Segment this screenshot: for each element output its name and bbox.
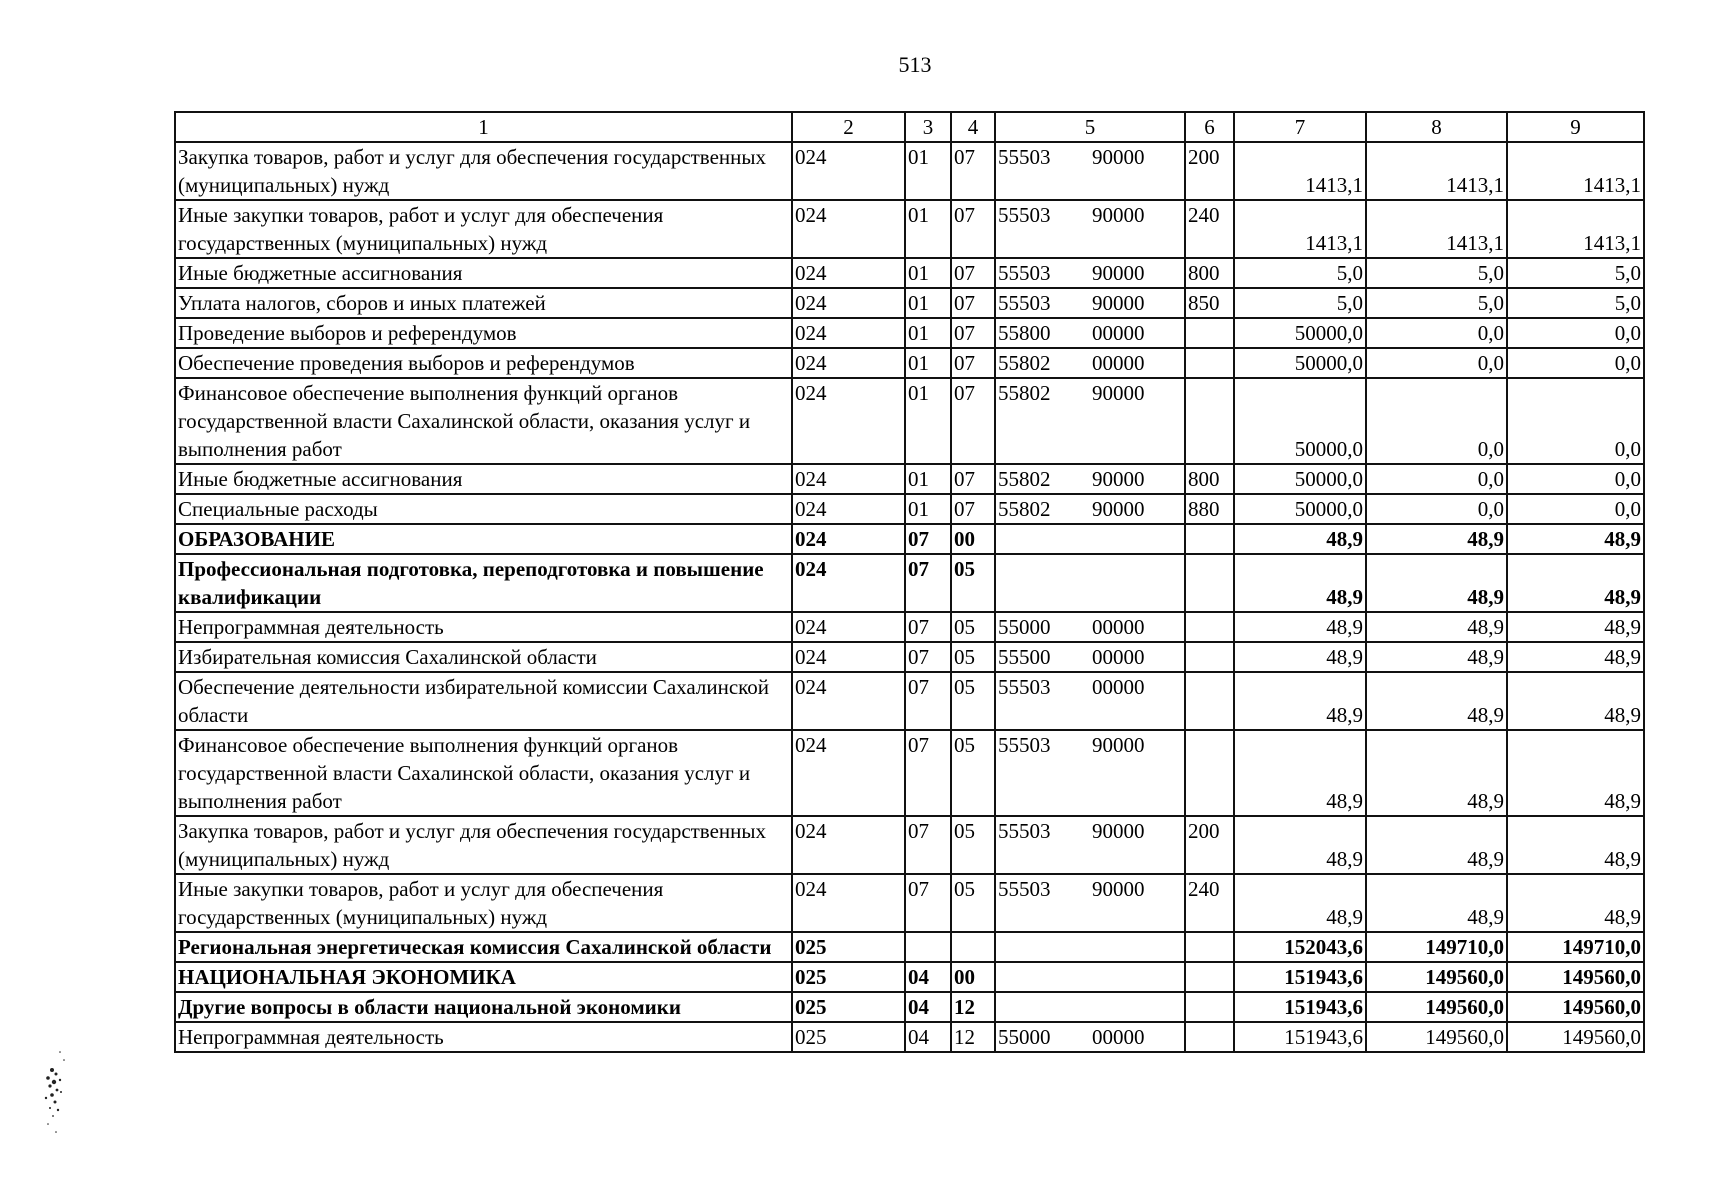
row-name-cell: Закупка товаров, работ и услуг для обеспечения государственных (муниципальных) нужд	[175, 142, 792, 200]
expense-type-cell	[1185, 1022, 1234, 1052]
table-row	[175, 258, 1644, 288]
target-article-code-part2: 90000	[1092, 145, 1145, 169]
row-name-cell: Иные закупки товаров, работ и услуг для обеспечения государственных (муниципальных) нужд	[175, 874, 792, 932]
amount-year3-cell: 0,0	[1507, 494, 1644, 524]
expense-type-cell: 240	[1185, 874, 1234, 932]
table-row	[175, 612, 1644, 642]
table-row	[175, 348, 1644, 378]
table-row	[175, 1022, 1644, 1052]
amount-year1-cell: 5,0	[1234, 288, 1366, 318]
row-name-cell: Специальные расходы	[175, 494, 792, 524]
section-code-cell: 04	[905, 992, 951, 1022]
row-name-cell: Региональная энергетическая комиссия Сахалинской области	[175, 932, 792, 962]
target-article-code-part1: 55800	[998, 321, 1051, 345]
section-code-cell: 01	[905, 142, 951, 200]
amount-year3-cell: 149560,0	[1507, 962, 1644, 992]
row-name-cell: Избирательная комиссия Сахалинской области	[175, 642, 792, 672]
amount-year1-cell: 152043,6	[1234, 932, 1366, 962]
row-name-cell: Профессиональная подготовка, переподготовка и повышение квалификации	[175, 554, 792, 612]
expense-type-cell	[1185, 524, 1234, 554]
row-name-cell: Уплата налогов, сборов и иных платежей	[175, 288, 792, 318]
header-cell-2: 2	[792, 112, 905, 142]
subsection-code-cell: 07	[951, 378, 995, 464]
amount-year3-cell: 48,9	[1507, 874, 1644, 932]
target-article-code-part1: 55503	[998, 291, 1051, 315]
row-name-cell: Иные бюджетные ассигнования	[175, 464, 792, 494]
section-code-cell: 01	[905, 494, 951, 524]
target-article-code-part2: 90000	[1092, 497, 1145, 521]
row-name-cell: Непрограммная деятельность	[175, 1022, 792, 1052]
expense-type-cell: 200	[1185, 142, 1234, 200]
row-name-cell: Иные бюджетные ассигнования	[175, 258, 792, 288]
section-code-cell: 04	[905, 1022, 951, 1052]
ministry-code-cell: 024	[792, 200, 905, 258]
amount-year2-cell: 5,0	[1366, 258, 1507, 288]
row-name-cell: НАЦИОНАЛЬНАЯ ЭКОНОМИКА	[175, 962, 792, 992]
header-cell-6: 6	[1185, 112, 1234, 142]
table-row	[175, 524, 1644, 554]
expense-type-cell	[1185, 348, 1234, 378]
section-code-cell: 01	[905, 348, 951, 378]
section-code-cell: 01	[905, 258, 951, 288]
budget-sheet	[174, 111, 1645, 1053]
amount-year2-cell: 5,0	[1366, 288, 1507, 318]
target-article-cell	[995, 992, 1185, 1022]
target-article-cell	[995, 932, 1185, 962]
table-row	[175, 672, 1644, 730]
target-article-code-part1: 55802	[998, 351, 1051, 375]
row-name-cell: Непрограммная деятельность	[175, 612, 792, 642]
amount-year3-cell: 48,9	[1507, 524, 1644, 554]
amount-year3-cell: 1413,1	[1507, 200, 1644, 258]
target-article-code-part2: 90000	[1092, 261, 1145, 285]
target-article-code-part1: 55802	[998, 381, 1051, 405]
table-row	[175, 494, 1644, 524]
amount-year1-cell: 48,9	[1234, 524, 1366, 554]
target-article-code-part2: 90000	[1092, 819, 1145, 843]
amount-year3-cell: 48,9	[1507, 642, 1644, 672]
amount-year2-cell: 1413,1	[1366, 142, 1507, 200]
target-article-code-part1: 55000	[998, 1025, 1051, 1049]
target-article-code-part1: 55503	[998, 819, 1051, 843]
target-article-cell	[995, 464, 1185, 494]
amount-year3-cell: 0,0	[1507, 318, 1644, 348]
amount-year3-cell: 149560,0	[1507, 1022, 1644, 1052]
row-name-cell: Иные закупки товаров, работ и услуг для обеспечения государственных (муниципальных) нужд	[175, 200, 792, 258]
target-article-cell	[995, 642, 1185, 672]
ministry-code-cell: 024	[792, 288, 905, 318]
target-article-code-part1: 55000	[998, 615, 1051, 639]
section-code-cell: 07	[905, 672, 951, 730]
amount-year2-cell: 48,9	[1366, 524, 1507, 554]
target-article-code-part1: 55503	[998, 261, 1051, 285]
target-article-cell	[995, 554, 1185, 612]
table-row	[175, 874, 1644, 932]
amount-year1-cell: 50000,0	[1234, 318, 1366, 348]
header-cell-1: 1	[175, 112, 792, 142]
target-article-code-part2: 00000	[1092, 1025, 1145, 1049]
subsection-code-cell: 07	[951, 258, 995, 288]
table-row	[175, 200, 1644, 258]
section-code-cell: 01	[905, 464, 951, 494]
header-cell-7: 7	[1234, 112, 1366, 142]
expense-type-cell	[1185, 992, 1234, 1022]
section-code-cell: 01	[905, 200, 951, 258]
expense-type-cell: 850	[1185, 288, 1234, 318]
target-article-code-part2: 00000	[1092, 321, 1145, 345]
amount-year1-cell: 50000,0	[1234, 378, 1366, 464]
amount-year3-cell: 1413,1	[1507, 142, 1644, 200]
expense-type-cell	[1185, 318, 1234, 348]
amount-year1-cell: 1413,1	[1234, 200, 1366, 258]
ministry-code-cell: 024	[792, 554, 905, 612]
subsection-code-cell: 07	[951, 142, 995, 200]
expense-type-cell	[1185, 962, 1234, 992]
subsection-code-cell: 00	[951, 962, 995, 992]
target-article-code-part2: 90000	[1092, 467, 1145, 491]
ministry-code-cell: 025	[792, 962, 905, 992]
subsection-code-cell: 07	[951, 348, 995, 378]
expense-type-cell: 800	[1185, 258, 1234, 288]
target-article-cell	[995, 816, 1185, 874]
amount-year3-cell: 48,9	[1507, 554, 1644, 612]
subsection-code-cell: 07	[951, 464, 995, 494]
row-name-cell: Обеспечение деятельности избирательной комиссии Сахалинской области	[175, 672, 792, 730]
subsection-code-cell: 07	[951, 200, 995, 258]
table-row	[175, 464, 1644, 494]
subsection-code-cell: 07	[951, 318, 995, 348]
amount-year1-cell: 151943,6	[1234, 992, 1366, 1022]
amount-year1-cell: 5,0	[1234, 258, 1366, 288]
target-article-cell	[995, 962, 1185, 992]
target-article-cell	[995, 524, 1185, 554]
table-row	[175, 288, 1644, 318]
amount-year1-cell: 48,9	[1234, 874, 1366, 932]
table-header-row	[175, 112, 1644, 142]
expense-type-cell: 240	[1185, 200, 1234, 258]
row-name-cell: ОБРАЗОВАНИЕ	[175, 524, 792, 554]
amount-year2-cell: 48,9	[1366, 816, 1507, 874]
amount-year3-cell: 48,9	[1507, 816, 1644, 874]
row-name-cell: Финансовое обеспечение выполнения функций органов государственной власти Сахалинской области, оказания услуг и выполнения работ	[175, 730, 792, 816]
target-article-code-part1: 55802	[998, 497, 1051, 521]
target-article-cell	[995, 672, 1185, 730]
target-article-code-part1: 55503	[998, 203, 1051, 227]
target-article-code-part2: 00000	[1092, 675, 1145, 699]
ministry-code-cell: 024	[792, 730, 905, 816]
section-code-cell: 07	[905, 874, 951, 932]
table-row	[175, 554, 1644, 612]
target-article-cell	[995, 612, 1185, 642]
target-article-cell	[995, 1022, 1185, 1052]
subsection-code-cell: 05	[951, 730, 995, 816]
subsection-code-cell: 00	[951, 524, 995, 554]
amount-year2-cell: 149560,0	[1366, 962, 1507, 992]
ministry-code-cell: 024	[792, 642, 905, 672]
amount-year2-cell: 48,9	[1366, 612, 1507, 642]
target-article-code-part2: 00000	[1092, 615, 1145, 639]
amount-year1-cell: 50000,0	[1234, 348, 1366, 378]
target-article-cell	[995, 348, 1185, 378]
section-code-cell: 01	[905, 318, 951, 348]
amount-year1-cell: 48,9	[1234, 816, 1366, 874]
ministry-code-cell: 024	[792, 378, 905, 464]
target-article-cell	[995, 874, 1185, 932]
subsection-code-cell: 07	[951, 494, 995, 524]
ministry-code-cell: 024	[792, 348, 905, 378]
target-article-code-part1: 55503	[998, 877, 1051, 901]
table-body	[175, 142, 1644, 1052]
ministry-code-cell: 024	[792, 672, 905, 730]
amount-year3-cell: 0,0	[1507, 378, 1644, 464]
expense-type-cell: 800	[1185, 464, 1234, 494]
table-row	[175, 816, 1644, 874]
amount-year2-cell: 0,0	[1366, 378, 1507, 464]
amount-year1-cell: 48,9	[1234, 554, 1366, 612]
subsection-code-cell: 12	[951, 1022, 995, 1052]
amount-year2-cell: 149710,0	[1366, 932, 1507, 962]
target-article-cell	[995, 730, 1185, 816]
ministry-code-cell: 024	[792, 318, 905, 348]
row-name-cell: Закупка товаров, работ и услуг для обеспечения государственных (муниципальных) нужд	[175, 816, 792, 874]
ministry-code-cell: 024	[792, 258, 905, 288]
subsection-code-cell	[951, 932, 995, 962]
expense-type-cell	[1185, 932, 1234, 962]
amount-year1-cell: 1413,1	[1234, 142, 1366, 200]
target-article-code-part1: 55503	[998, 733, 1051, 757]
amount-year2-cell: 149560,0	[1366, 1022, 1507, 1052]
subsection-code-cell: 05	[951, 554, 995, 612]
section-code-cell: 07	[905, 554, 951, 612]
amount-year2-cell: 48,9	[1366, 554, 1507, 612]
subsection-code-cell: 05	[951, 642, 995, 672]
table-row	[175, 142, 1644, 200]
ministry-code-cell: 025	[792, 992, 905, 1022]
expense-type-cell	[1185, 612, 1234, 642]
target-article-code-part2: 00000	[1092, 645, 1145, 669]
amount-year3-cell: 149560,0	[1507, 992, 1644, 1022]
table-row	[175, 318, 1644, 348]
expense-type-cell	[1185, 730, 1234, 816]
amount-year2-cell: 0,0	[1366, 464, 1507, 494]
section-code-cell: 07	[905, 642, 951, 672]
amount-year2-cell: 0,0	[1366, 348, 1507, 378]
target-article-code-part2: 90000	[1092, 877, 1145, 901]
target-article-cell	[995, 258, 1185, 288]
amount-year3-cell: 0,0	[1507, 348, 1644, 378]
header-cell-5: 5	[995, 112, 1185, 142]
amount-year1-cell: 50000,0	[1234, 494, 1366, 524]
amount-year3-cell: 5,0	[1507, 288, 1644, 318]
header-cell-4: 4	[951, 112, 995, 142]
amount-year2-cell: 48,9	[1366, 874, 1507, 932]
target-article-code-part2: 00000	[1092, 351, 1145, 375]
amount-year1-cell: 48,9	[1234, 612, 1366, 642]
scan-speckle-mark	[30, 1040, 80, 1160]
expense-type-cell: 200	[1185, 816, 1234, 874]
section-code-cell: 07	[905, 612, 951, 642]
amount-year3-cell: 48,9	[1507, 730, 1644, 816]
budget-table	[174, 111, 1645, 1053]
target-article-code-part2: 90000	[1092, 291, 1145, 315]
section-code-cell	[905, 932, 951, 962]
amount-year1-cell: 50000,0	[1234, 464, 1366, 494]
expense-type-cell	[1185, 672, 1234, 730]
ministry-code-cell: 025	[792, 1022, 905, 1052]
subsection-code-cell: 12	[951, 992, 995, 1022]
expense-type-cell	[1185, 554, 1234, 612]
table-row	[175, 378, 1644, 464]
amount-year2-cell: 0,0	[1366, 494, 1507, 524]
amount-year1-cell: 48,9	[1234, 672, 1366, 730]
target-article-code-part1: 55503	[998, 675, 1051, 699]
table-row	[175, 730, 1644, 816]
amount-year2-cell: 48,9	[1366, 730, 1507, 816]
amount-year3-cell: 0,0	[1507, 464, 1644, 494]
row-name-cell: Обеспечение проведения выборов и референдумов	[175, 348, 792, 378]
amount-year3-cell: 149710,0	[1507, 932, 1644, 962]
section-code-cell: 04	[905, 962, 951, 992]
amount-year3-cell: 5,0	[1507, 258, 1644, 288]
section-code-cell: 01	[905, 288, 951, 318]
subsection-code-cell: 05	[951, 874, 995, 932]
table-row	[175, 642, 1644, 672]
ministry-code-cell: 024	[792, 142, 905, 200]
target-article-cell	[995, 378, 1185, 464]
table-row	[175, 992, 1644, 1022]
ministry-code-cell: 025	[792, 932, 905, 962]
header-cell-3: 3	[905, 112, 951, 142]
page-number: 513	[898, 52, 932, 77]
table-row	[175, 932, 1644, 962]
target-article-code-part1: 55802	[998, 467, 1051, 491]
row-name-cell: Финансовое обеспечение выполнения функций органов государственной власти Сахалинской области, оказания услуг и выполнения работ	[175, 378, 792, 464]
target-article-cell	[995, 494, 1185, 524]
amount-year1-cell: 151943,6	[1234, 962, 1366, 992]
amount-year2-cell: 149560,0	[1366, 992, 1507, 1022]
amount-year2-cell: 48,9	[1366, 642, 1507, 672]
expense-type-cell: 880	[1185, 494, 1234, 524]
ministry-code-cell: 024	[792, 874, 905, 932]
amount-year1-cell: 151943,6	[1234, 1022, 1366, 1052]
target-article-code-part2: 90000	[1092, 203, 1145, 227]
target-article-cell	[995, 200, 1185, 258]
header-cell-9: 9	[1507, 112, 1644, 142]
section-code-cell: 01	[905, 378, 951, 464]
target-article-cell	[995, 318, 1185, 348]
target-article-code-part2: 90000	[1092, 733, 1145, 757]
amount-year1-cell: 48,9	[1234, 642, 1366, 672]
target-article-cell	[995, 142, 1185, 200]
amount-year3-cell: 48,9	[1507, 612, 1644, 642]
subsection-code-cell: 05	[951, 612, 995, 642]
target-article-code-part1: 55503	[998, 145, 1051, 169]
amount-year2-cell: 0,0	[1366, 318, 1507, 348]
ministry-code-cell: 024	[792, 524, 905, 554]
ministry-code-cell: 024	[792, 464, 905, 494]
target-article-code-part2: 90000	[1092, 381, 1145, 405]
section-code-cell: 07	[905, 730, 951, 816]
amount-year2-cell: 1413,1	[1366, 200, 1507, 258]
section-code-cell: 07	[905, 524, 951, 554]
expense-type-cell	[1185, 378, 1234, 464]
target-article-cell	[995, 288, 1185, 318]
amount-year1-cell: 48,9	[1234, 730, 1366, 816]
subsection-code-cell: 07	[951, 288, 995, 318]
expense-type-cell	[1185, 642, 1234, 672]
subsection-code-cell: 05	[951, 816, 995, 874]
row-name-cell: Другие вопросы в области национальной экономики	[175, 992, 792, 1022]
section-code-cell: 07	[905, 816, 951, 874]
target-article-code-part1: 55500	[998, 645, 1051, 669]
row-name-cell: Проведение выборов и референдумов	[175, 318, 792, 348]
subsection-code-cell: 05	[951, 672, 995, 730]
amount-year3-cell: 48,9	[1507, 672, 1644, 730]
header-cell-8: 8	[1366, 112, 1507, 142]
ministry-code-cell: 024	[792, 612, 905, 642]
ministry-code-cell: 024	[792, 494, 905, 524]
ministry-code-cell: 024	[792, 816, 905, 874]
table-row	[175, 962, 1644, 992]
amount-year2-cell: 48,9	[1366, 672, 1507, 730]
